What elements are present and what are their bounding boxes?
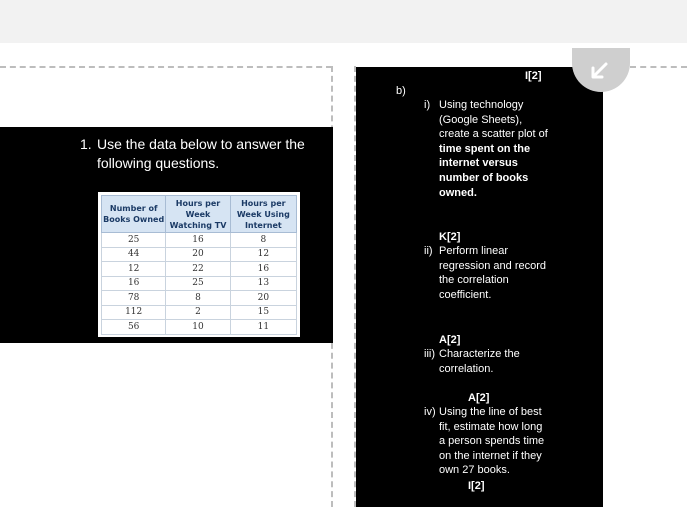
table-cell: 44 [102, 247, 166, 262]
data-table-card [98, 192, 300, 337]
table-cell: 20 [230, 291, 296, 306]
table-cell: 11 [230, 320, 296, 335]
table-cell: 15 [230, 305, 296, 320]
table-row [102, 305, 297, 320]
item-numeral: i) [424, 99, 431, 111]
item-text-bold: time spent on the internet versus number of books owned. [439, 142, 531, 199]
col-books-owned: Number of Books Owned [102, 196, 166, 233]
table-cell: 10 [166, 320, 230, 335]
table-cell: 13 [230, 276, 296, 291]
instructions-slide [356, 67, 603, 507]
slide-border-top-right [630, 66, 687, 68]
item-numeral: iv) [424, 406, 436, 418]
table-row [102, 247, 297, 262]
item-numeral: ii) [424, 245, 433, 257]
table-cell: 12 [102, 262, 166, 277]
table-cell: 8 [230, 233, 296, 248]
table-cell: 16 [230, 262, 296, 277]
question-text: Use the data below to answer the following questions. [97, 136, 305, 171]
table-cell: 25 [166, 276, 230, 291]
top-toolbar [0, 0, 687, 43]
data-table [101, 195, 297, 335]
mark-label: I[2] [468, 480, 485, 492]
table-cell: 8 [166, 291, 230, 306]
table-row [102, 233, 297, 248]
item-numeral: iii) [424, 348, 435, 360]
table-cell: 16 [102, 276, 166, 291]
table-cell: 16 [166, 233, 230, 248]
question-block [80, 135, 320, 173]
part-label: b) [396, 85, 406, 97]
item-text: Characterize the correlation. [439, 348, 520, 375]
mark-label: K[2] [439, 231, 461, 243]
item-text: Perform linear regression and record the correlation coefficient. [439, 245, 547, 301]
table-cell: 22 [166, 262, 230, 277]
table-header-row [102, 196, 297, 233]
table-row [102, 276, 297, 291]
mark-label: A[2] [468, 392, 490, 404]
slide-border-top-left [0, 66, 332, 68]
item-text [439, 98, 554, 200]
mark-label: A[2] [439, 334, 461, 346]
table-row [102, 320, 297, 335]
arrow-down-left-icon [588, 61, 612, 81]
table-cell: 2 [166, 305, 230, 320]
table-cell: 56 [102, 320, 166, 335]
table-row [102, 291, 297, 306]
col-hours-internet: Hours per Week Using Internet [230, 196, 296, 233]
table-cell: 78 [102, 291, 166, 306]
table-cell: 25 [102, 233, 166, 248]
table-row [102, 262, 297, 277]
item-text: Using the line of best fit, estimate how long a person spends time on the internet if they own 27 books. [439, 406, 545, 477]
question-number: 1. [80, 136, 92, 152]
mark-label: I[2] [525, 70, 542, 82]
table-cell: 20 [166, 247, 230, 262]
item-text-plain: Using technology (Google Sheets), create a scatter plot of [439, 99, 548, 141]
table-cell: 112 [102, 305, 166, 320]
col-hours-tv: Hours per Week Watching TV [166, 196, 230, 233]
table-cell: 12 [230, 247, 296, 262]
